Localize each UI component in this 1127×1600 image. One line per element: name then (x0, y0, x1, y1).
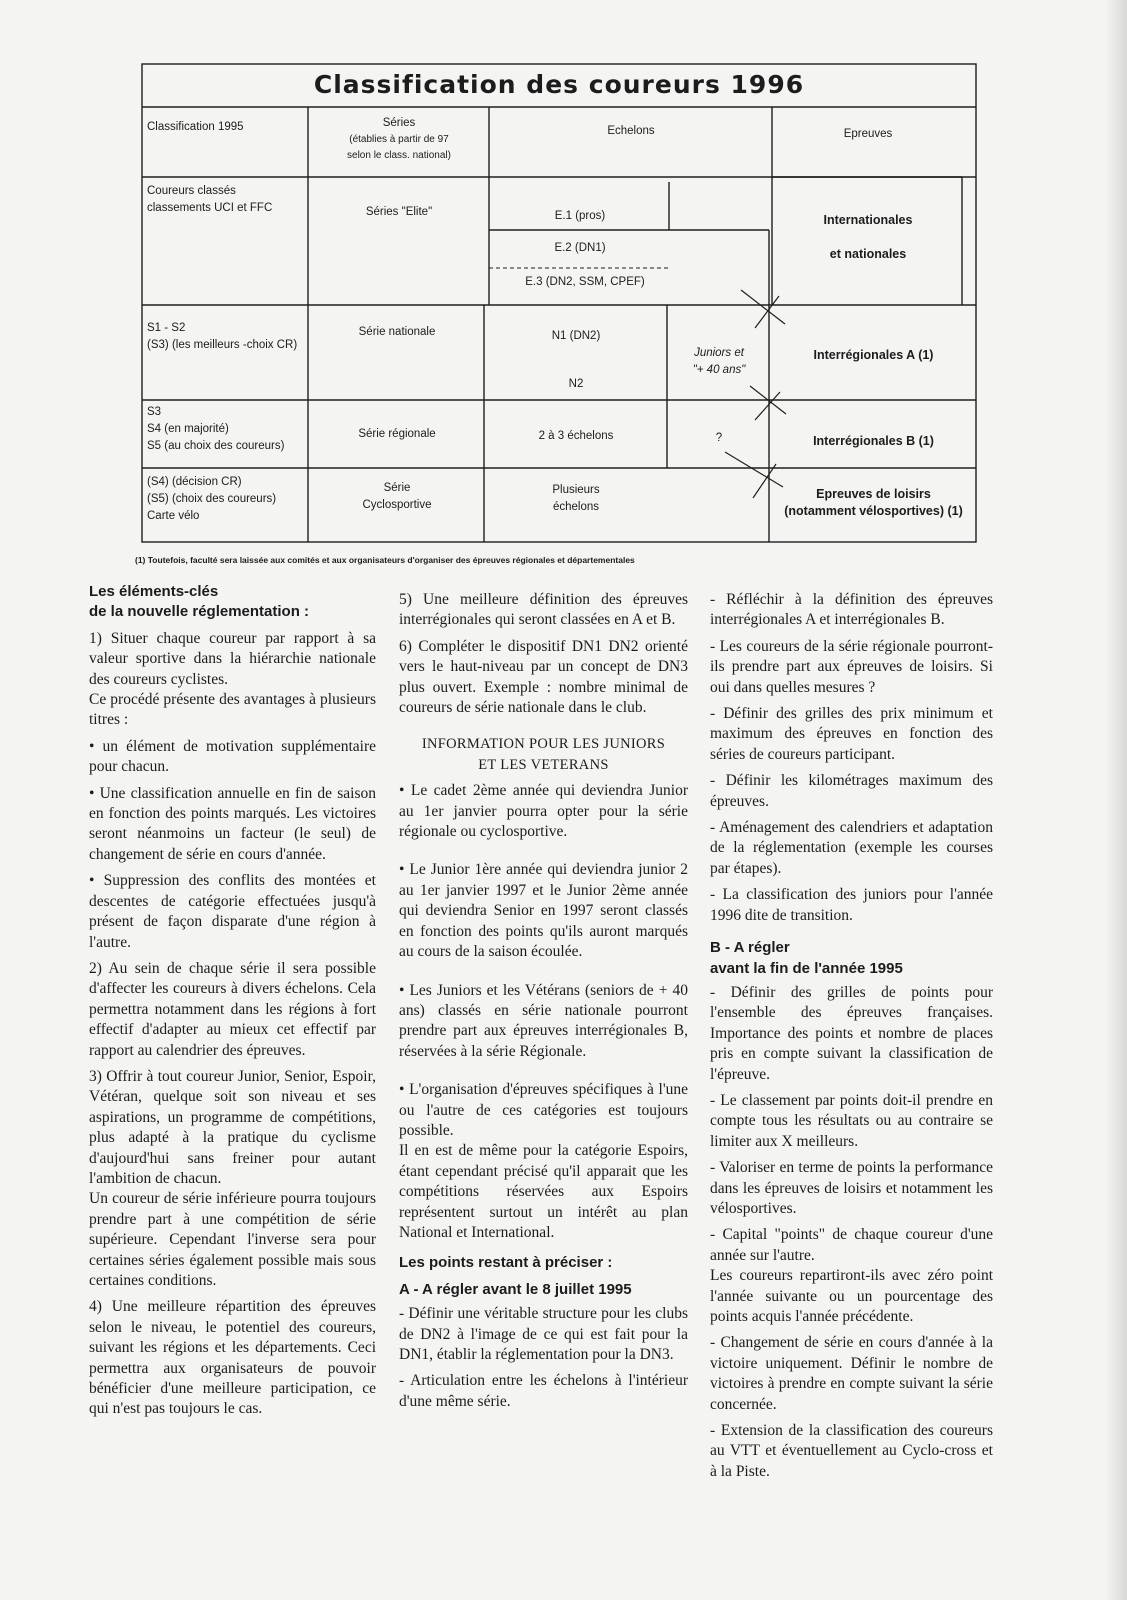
col1-heading2: de la nouvelle réglementation : (89, 603, 310, 621)
row1-serie: Séries "Elite" (365, 206, 433, 218)
row3-class3b: (au choix des coureurs) (164, 440, 285, 452)
row2-epreuve: Interrégionales A (1) (813, 348, 934, 362)
col3-p6: - La classification des juniors pour l'année 1996 dite de transition. (710, 886, 993, 924)
col2-p1: 5) Une meilleure définition des épreuves interrégionales qui seront classées en A et B. (399, 591, 688, 629)
row3-class2a: S4 (147, 423, 162, 435)
row1-epreuve2: et nationales (829, 247, 907, 261)
col3-p7: - Définir des grilles de points pour l'ensemble des épreuves françaises. Importance des points et nombre de places pris en compte suivant la classification de l'épreuve. (710, 983, 993, 1083)
row2-extra1: Juniors et (694, 347, 744, 359)
col1-p7: 4) Une meilleure répartition des épreuves selon le niveau, le potentiel des coureurs, suivant les régions et les départements. Ceci permettra aux organisateurs de pouvoir bénéficier d'une meilleure participation, ce qui n'est pas toujours le cas. (89, 1298, 376, 1418)
col2-p6b: Il en est de même pour la catégorie Espoirs, étant cependant précisé qu'il apparait que les compétitions réservées aux Espoirs représentent surtout un intérêt au plan National et International. (399, 1142, 688, 1241)
row4-class3: Carte vélo (147, 510, 200, 522)
row3-extra: ? (715, 432, 723, 444)
header-series-note2: selon le class. national) (347, 150, 451, 161)
row4-class1b: (décision CR) (171, 476, 242, 488)
col3-p10b: Les coureurs repartiront-ils avec zéro point l'année suivante ou un pourcentage des points acquis l'année précédente. (710, 1267, 993, 1325)
col1-p1: 1) Situer chaque coureur par rapport à sa valeur sportive dans la hiérarchie nationale des coureurs cyclistes. (89, 629, 376, 688)
col3-p10: - Capital "points" de chaque coureur d'une année sur l'autre. (710, 1226, 993, 1264)
text-column-3 (710, 590, 993, 1488)
col2-p7: - Définir une véritable structure pour les clubs de DN2 à l'image de ce qui est fait pour la DN1, établir la réglementation pour la DN3. (399, 1305, 688, 1363)
table-title: Classification des coureurs 1996 (313, 70, 805, 99)
row4-echelons1: Plusieurs (552, 484, 600, 496)
col3-p2: - Les coureurs de la série régionale pourront-ils prendre part aux épreuves de loisirs. Si oui dans quelles mesures ? (710, 637, 993, 696)
col1-p3: • Une classification annuelle en fin de saison en fonction des points marqués. Les victoires seront néanmoins un facteur (le seul) de changement de série en cours d'année. (89, 784, 376, 863)
col3-p11: - Changement de série en cours d'année à la victoire uniquement. Définir le nombre de victoires à prendre en compte suivant la série concernée. (710, 1334, 993, 1413)
row4-class2a: (S5) (147, 493, 169, 505)
header-classification: Classification 1995 (147, 121, 244, 133)
row1-epreuve1: Internationales (823, 213, 913, 227)
row4-epreuve2: (notamment vélosportives) (1) (784, 504, 963, 518)
col3-p4: - Définir les kilométrages maximum des épreuves. (710, 772, 993, 810)
col3-p9: - Valoriser en terme de points la performance dans les épreuves de loisirs et notamment les vélosportives. (710, 1159, 993, 1217)
header-series: Séries (382, 117, 416, 129)
col3-heading2: avant la fin de l'année 1995 (710, 959, 903, 977)
col2-p5: • Les Juniors et les Vétérans (seniors de + 40 ans) classés en série nationale pourront prendre part aux épreuves interrégionales B, réservées à la série Régionale. (399, 981, 688, 1060)
row2-class2a: (S3) (147, 339, 169, 351)
row4-echelons2: échelons (552, 501, 600, 513)
table-footnote: (1) Toutefois, faculté sera laissée aux comités et aux organisateurs d'organiser des épreuves régionales et départementales (135, 555, 635, 565)
col3-p3: - Définir des grilles des prix minimum et maximum des épreuves en fonction des séries de coureurs participant. (710, 705, 993, 763)
page-edge-shadow (1105, 0, 1127, 1600)
col3-p8: - Le classement par points doit-il prendre en compte tous les résultats ou au contraire se limiter aux X meilleurs. (710, 1091, 993, 1150)
col1-p2: • un élément de motivation supplémentaire pour chacun. (89, 737, 376, 776)
col1-p5: 2) Au sein de chaque série il sera possible d'affecter les coureurs à divers échelons. Cela permettra notamment dans les régions à fort effectif d'adapter au mieux cet effectif par rapport au calendrier des épreuves. (89, 959, 376, 1059)
classification-table (133, 62, 985, 565)
row3-serie: Série régionale (358, 428, 436, 440)
row4-class2b: (choix des coureurs) (171, 493, 277, 505)
text-column-2 (399, 590, 688, 1418)
row3-echelons: 2 à 3 échelons (538, 430, 614, 442)
col2-heading3: Les points restant à préciser : (399, 1254, 613, 1272)
col3-p5: - Aménagement des calendriers et adaptation de la réglementation (exemple les courses par étapes). (710, 819, 993, 877)
row1-class1: Coureurs classés (147, 185, 236, 197)
header-epreuves: Epreuves (843, 128, 893, 140)
col2-heading1: INFORMATION POUR LES JUNIORS (421, 736, 666, 753)
col2-p8: - Articulation entre les échelons à l'intérieur d'une même série. (399, 1372, 688, 1410)
col2-p2: 6) Compléter le dispositif DN1 DN2 orienté vers le haut-niveau par un concept de DN3 plus ouvert. Exemple : nombre minimal de coureurs de série nationale dans le club. (399, 637, 688, 717)
row2-echelon2: N2 (568, 378, 584, 390)
row4-serie1: Série (383, 482, 411, 494)
row3-class2b: (en majorité) (164, 423, 229, 435)
row2-extra2: "+ 40 ans" (692, 364, 746, 376)
col2-p4: • Le Junior 1ère année qui deviendra junior 2 au 1er janvier 1997 et le Junior 2ème année qui deviendra Senior en 1997 seront classés en fonction des points qu'ils auront marqués au cours de la saison écoulée. (399, 861, 688, 961)
row3-class3a: S5 (147, 440, 162, 452)
row4-class1a: (S4) (147, 476, 169, 488)
text-column-1 (89, 582, 376, 1426)
row1-echelon2: E.2 (DN1) (554, 242, 606, 254)
row2-echelon1: N1 (DN2) (551, 330, 601, 342)
row1-class2: classements UCI et FFC (147, 202, 273, 214)
row2-class1: S1 - S2 (147, 322, 186, 334)
col1-p4: • Suppression des conflits des montées et descentes de catégorie effectuées jusqu'à présent de façon disparate d'une région à l'autre. (89, 872, 376, 951)
row2-class2b: (les meilleurs -choix CR) (171, 339, 298, 351)
col3-p1: - Réfléchir à la définition des épreuves interrégionales A et interrégionales B. (710, 591, 993, 629)
row1-echelon3: E.3 (DN2, SSM, CPEF) (525, 276, 645, 288)
row3-epreuve: Interrégionales B (1) (813, 434, 934, 448)
row4-serie2: Cyclosportive (362, 499, 432, 511)
col1-p6: 3) Offrir à tout coureur Junior, Senior, Espoir, Vétéran, quelque soit son niveau et ses aspirations, un programme de compétitions, plus adapté à la pratique du cyclisme d'aujourd'hui sans freiner pour autant l'ambition de chacun. (89, 1067, 376, 1187)
col2-heading2: ET LES VETERANS (478, 756, 609, 773)
row2-serie: Série nationale (358, 326, 436, 338)
col2-heading4: A - A régler avant le 8 juillet 1995 (399, 1280, 632, 1298)
col3-p12: - Extension de la classification des coureurs au VTT et éventuellement au Cyclo-cross et à la Piste. (710, 1422, 993, 1480)
row1-echelon1: E.1 (pros) (554, 210, 606, 222)
header-echelons: Echelons (607, 125, 655, 137)
col2-p3: • Le cadet 2ème année qui deviendra Junior au 1er janvier pourra opter pour la série régionale ou cyclosportive. (399, 782, 688, 841)
col1-p6b: Un coureur de série inférieure pourra toujours prendre part à une compétition de série supérieure. Cependant l'inverse sera pour certaines séries également possible mais sous certaines conditions. (89, 1190, 376, 1289)
row3-class1: S3 (147, 406, 162, 418)
col2-p6: • L'organisation d'épreuves spécifiques à l'une ou l'autre de ces catégories est toujours possible. (399, 1081, 688, 1139)
col1-heading1: Les éléments-clés (89, 583, 219, 600)
col3-heading1: B - A régler (710, 939, 790, 957)
header-series-note1: (établies à partir de 97 (349, 134, 449, 145)
row4-epreuve1: Epreuves de loisirs (816, 487, 931, 501)
col1-p1b: Ce procédé présente des avantages à plusieurs titres : (89, 691, 376, 729)
